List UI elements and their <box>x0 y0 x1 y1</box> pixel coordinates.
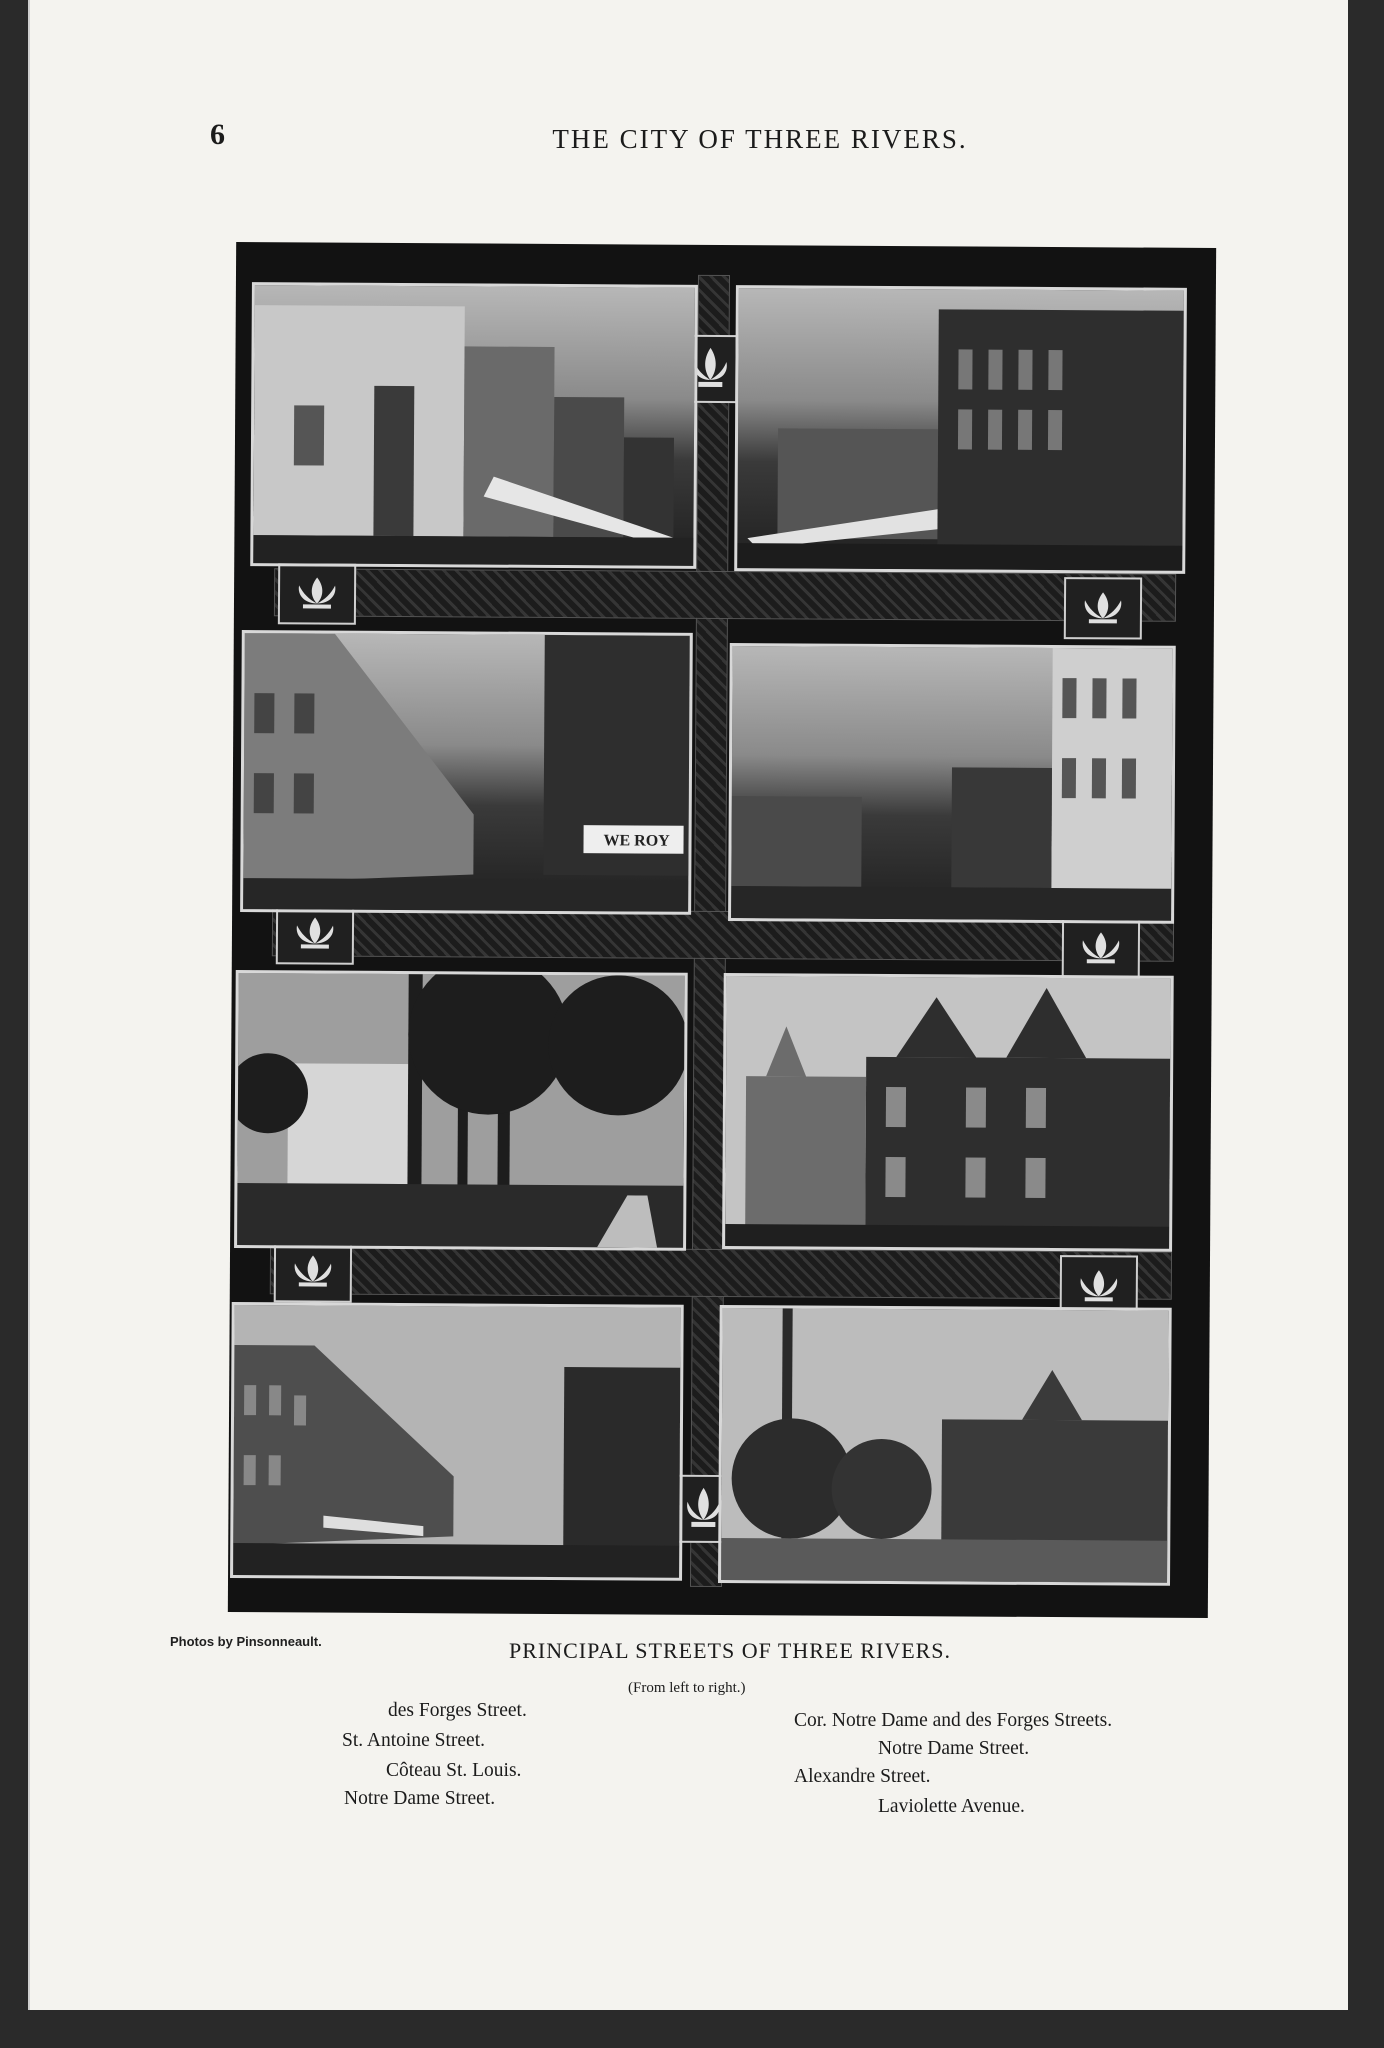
photo-plate <box>228 242 1216 1618</box>
photo-notre-dame-street-2 <box>230 1302 684 1581</box>
photo-laviolette-avenue <box>718 1305 1172 1586</box>
photo-credit: Photos by Pinsonneault. <box>170 1634 322 1649</box>
caption-left-item: Notre Dame Street. <box>344 1788 496 1809</box>
caption-left-item: des Forges Street. <box>388 1700 527 1721</box>
photo-st-antoine-street <box>240 630 693 915</box>
running-head: THE CITY OF THREE RIVERS. <box>552 124 968 154</box>
horizontal-divider-3 <box>270 1246 1172 1300</box>
plate-caption-subtitle: (From left to right.) <box>628 1680 746 1696</box>
page-number: 6 <box>210 118 225 151</box>
photo-alexandre-street <box>722 973 1174 1252</box>
book-page <box>28 0 1348 2010</box>
photo-coteau-st-louis <box>234 970 688 1251</box>
caption-right-item: Cor. Notre Dame and des Forges Streets. <box>794 1710 1113 1731</box>
fleur-de-lis-icon <box>278 562 356 624</box>
fleur-de-lis-icon <box>1062 917 1140 979</box>
shop-sign: WE ROY <box>603 832 670 850</box>
plate-caption-title: PRINCIPAL STREETS OF THREE RIVERS. <box>508 1638 952 1663</box>
photo-des-forges-street <box>250 282 698 569</box>
caption-left-item: St. Antoine Street. <box>342 1730 485 1751</box>
horizontal-divider-1 <box>274 568 1176 622</box>
caption-right-item: Alexandre Street. <box>794 1766 931 1787</box>
fleur-de-lis-icon <box>274 1240 352 1302</box>
caption-left-item: Côteau St. Louis. <box>386 1760 522 1781</box>
fleur-de-lis-icon <box>1064 577 1142 639</box>
photo-notre-dame-des-forges <box>734 285 1187 574</box>
caption-right-item: Laviolette Avenue. <box>878 1796 1025 1817</box>
photo-notre-dame-street <box>728 643 1176 924</box>
caption-right-item: Notre Dame Street. <box>878 1738 1030 1759</box>
